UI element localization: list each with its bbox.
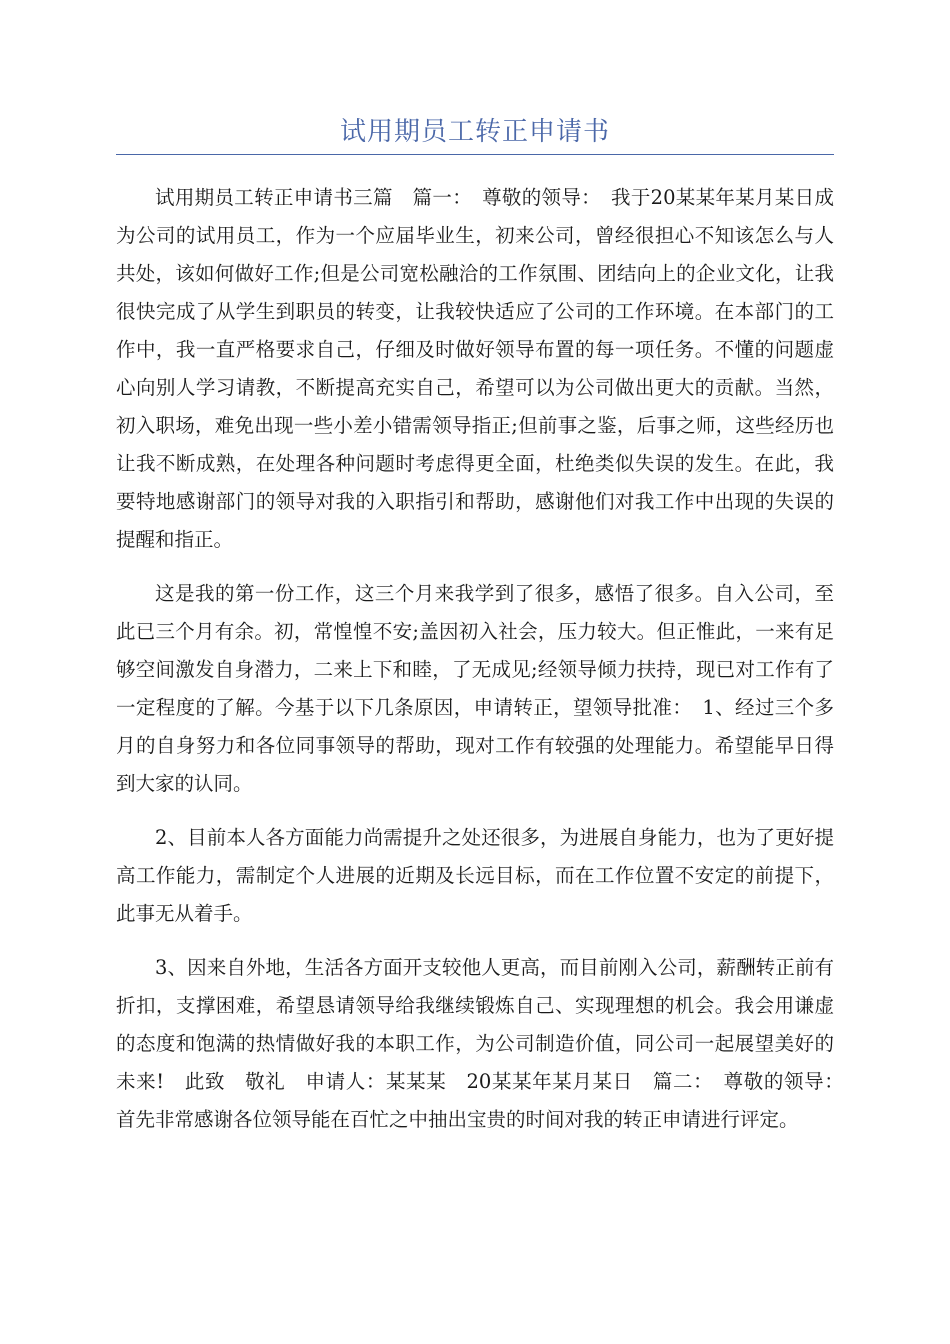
document-page [116, 112, 854, 1155]
document-title: 试用期员工转正申请书 [339, 117, 610, 147]
paragraph-1: 试用期员工转正申请书三篇 篇一： 尊敬的领导： 我于20某某年某月某日成为公司的试用员工，作为一个应届毕业生，初来公司，曾经很担心不知该怎么与人共处，该如何做好工作;但是公司宽松融洽的工作氛围、团结向上的企业文化，让我很快完成了从学生到职员的转变，让我较快适应了公司的工作环境。在本部门的工作中，我一直严格要求自己，仔细及时做好领导布置的每一项任务。不懂的问题虚心向别人学习请教，不断提高充实自己，希望可以为公司做出更大的贡献。当然，初入职场，难免出现一些小差小错需领导指正;但前事之鉴，后事之师，这些经历也让我不断成熟，在处理各种问题时考虑得更全面，杜绝类似失误的发生。在此，我要特地感谢部门的领导对我的入职指引和帮助，感谢他们对我工作中出现的失误的提醒和指正。 [116, 186, 834, 551]
paragraph-4: 3、因来自外地，生活各方面开支较他人更高，而目前刚入公司，薪酬转正前有折扣，支撑困难，希望恳请领导给我继续锻炼自己、实现理想的机会。我会用谦虚的态度和饱满的热情做好我的本职工作，为公司制造价值，同公司一起展望美好的未来! 此致 敬礼 申请人：某某某 20某某年某月某日 篇二： 尊敬的领导： 首先非常感谢各位领导能在百忙之中抽出宝贵的时间对我的转正申请进行评定。 [116, 956, 854, 1131]
paragraph-3: 2、目前本人各方面能力尚需提升之处还很多，为进展自身能力，也为了更好提高工作能力，需制定个人进展的近期及长远目标，而在工作位置不安定的前提下，此事无从着手。 [116, 826, 834, 925]
document-body [116, 179, 854, 1139]
paragraph-2: 这是我的第一份工作，这三个月来我学到了很多，感悟了很多。自入公司，至此已三个月有余。初，常惶惶不安;盖因初入社会，压力较大。但正惟此，一来有足够空间激发自身潜力，二来上下和睦，了无成见;经领导倾力扶持，现已对工作有了一定程度的了解。今基于以下几条原因，申请转正，望领导批准： 1、经过三个多月的自身努力和各位同事领导的帮助，现对工作有较强的处理能力。希望能早日得到大家的认同。 [116, 582, 834, 795]
title-underline [116, 154, 834, 155]
